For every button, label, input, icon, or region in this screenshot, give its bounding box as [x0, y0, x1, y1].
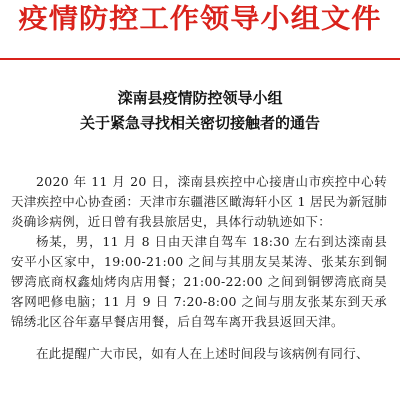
- red-divider-line: [0, 58, 400, 60]
- body-paragraph: 杨某，男，11 月 8 日由天津自驾车 18:30 左右到达滦南县安平小区家中，19:00-21:00 之间与其朋友吴某涛、张某东到铜锣湾底商权鑫灿烤肉店用餐；21:00-22:00 之间到铜锣湾底商昊客网吧修电脑；11 月 9 日 7:20-8:00 之间与朋友张某东到天承锦绣北区谷年嘉早餐店用餐，后自驾车离开我县返回天津。: [11, 234, 387, 329]
- document-body: [11, 172, 387, 364]
- body-paragraph: 2020 年 11 月 20 日，滦南县疾控中心接唐山市疾控中心转天津疾控中心协查函：天津市东疆港区瞰海轩小区 1 居民为新冠肺炎确诊病例，近日曾有我县旅居史，具体行动轨迹如下：: [11, 174, 387, 229]
- document-heading-issuer: 滦南县疫情防控领导小组: [117, 89, 283, 107]
- document-heading-subject: 关于紧急寻找相关密切接触者的通告: [79, 114, 320, 132]
- document-header-title: 疫情防控工作领导小组文件: [18, 4, 382, 35]
- body-paragraph: 在此提醒广大市民，如有人在上述时间段与该病例有同行、: [36, 346, 369, 361]
